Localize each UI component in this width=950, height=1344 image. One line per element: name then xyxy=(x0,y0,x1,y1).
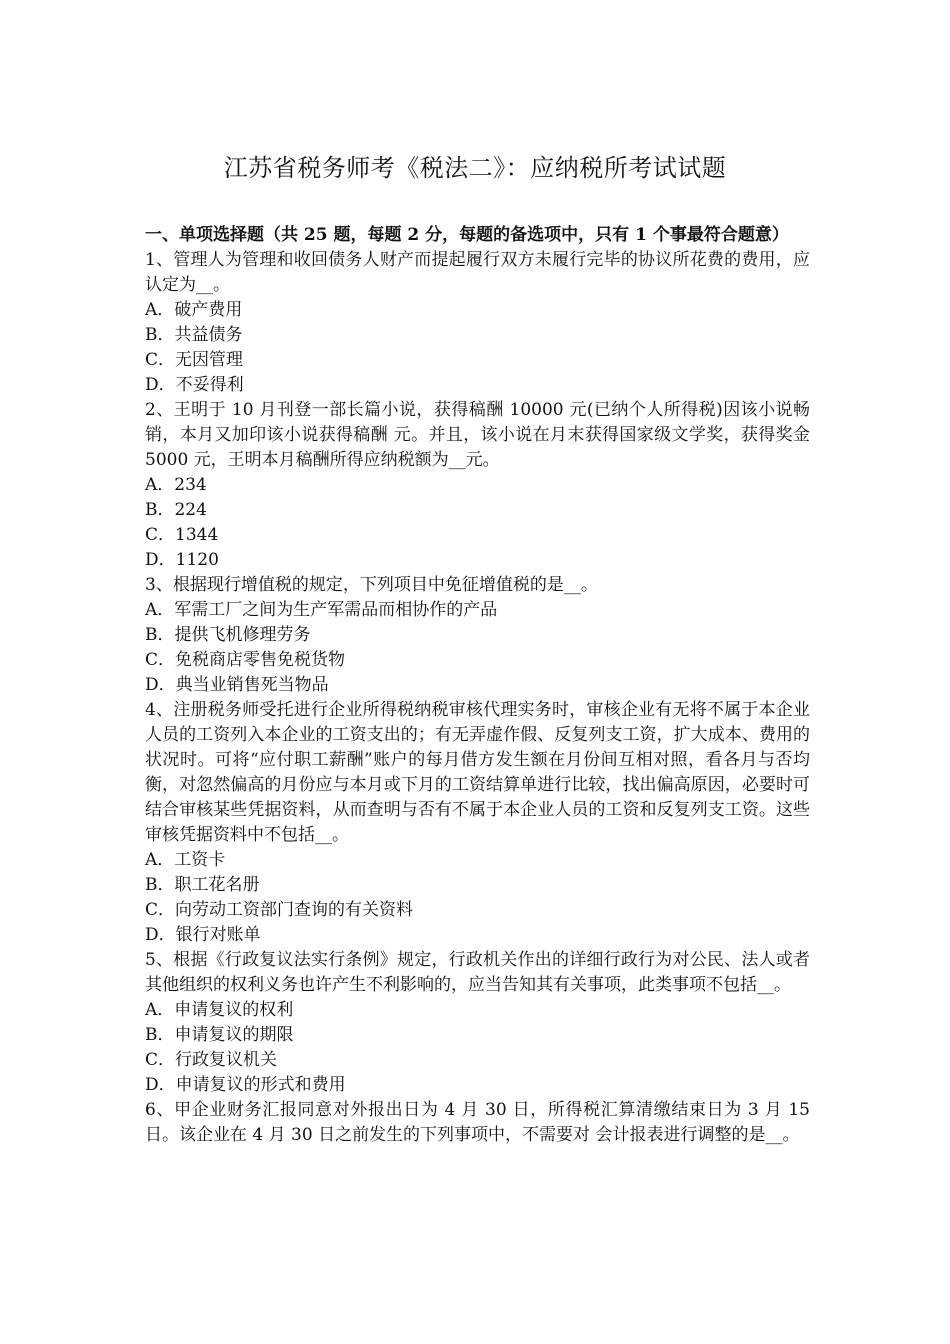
section-heading: 一、单项选择题（共 25 题，每题 2 分，每题的备选项中，只有 1 个事最符合题意） xyxy=(145,225,789,245)
question-stem: 3、根据现行增值税的规定，下列项目中免征增值税的是__。 xyxy=(145,575,598,595)
option-a: A．军需工厂之间为生产军需品而相协作的产品 xyxy=(145,600,498,620)
option-d: D．不妥得利 xyxy=(145,375,244,395)
question-4 xyxy=(145,698,810,948)
option-d: D．申请复议的形式和费用 xyxy=(145,1075,346,1095)
question-5 xyxy=(145,948,810,1098)
option-a: A．234 xyxy=(145,475,207,495)
question-1 xyxy=(145,248,810,398)
option-b: B．224 xyxy=(145,500,207,520)
option-c: C．免税商店零售免税货物 xyxy=(145,650,346,670)
option-d: D．1120 xyxy=(145,550,219,570)
option-b: B．提供飞机修理劳务 xyxy=(145,625,311,645)
question-stem: 2、王明于 10 月刊登一部长篇小说，获得稿酬 10000 元(已纳个人所得税)因该小说畅销，本月又加印该小说获得稿酬 元。并且，该小说在月末获得国家级文学奖，获得奖金 5000 元，王明本月稿酬所得应纳税额为__元。 xyxy=(145,400,810,470)
question-stem: 4、注册税务师受托进行企业所得税纳税审核代理实务时，审核企业有无将不属于本企业人员的工资列入本企业的工资支出的；有无弄虚作假、反复列支工资，扩大成本、费用的状况时。可将“应付职工薪酬”账户的每月借方发生额在月份间互相对照，看各月与否均衡，对忽然偏高的月份应与本月或下月的工资结算单进行比较，找出偏高原因，必要时可结合审核某些凭据资料，从而查明与否有不属于本企业人员的工资和反复列支工资。这些审核凭据资料中不包括__。 xyxy=(145,700,810,845)
question-stem: 6、甲企业财务汇报同意对外报出日为 4 月 30 日，所得税汇算清缴结束日为 3 月 15 日。该企业在 4 月 30 日之前发生的下列事项中，不需要对 会计报表进行调整的是__。 xyxy=(145,1100,810,1145)
question-3 xyxy=(145,573,810,698)
option-b: B．职工花名册 xyxy=(145,875,260,895)
question-2 xyxy=(145,398,810,573)
question-stem: 5、根据《行政复议法实行条例》规定，行政机关作出的详细行政行为对公民、法人或者其他组织的权利义务也许产生不利影响的，应当告知其有关事项，此类事项不包括__。 xyxy=(145,950,810,995)
option-c: C．无因管理 xyxy=(145,350,244,370)
option-d: D．银行对账单 xyxy=(145,925,261,945)
question-6 xyxy=(145,1098,810,1148)
document-body xyxy=(145,223,810,1148)
option-c: C．向劳动工资部门查询的有关资料 xyxy=(145,900,414,920)
option-c: C．1344 xyxy=(145,525,219,545)
option-c: C．行政复议机关 xyxy=(145,1050,278,1070)
option-a: A．工资卡 xyxy=(145,850,226,870)
document-title: 江苏省税务师考《税法二》：应纳税所考试试题 xyxy=(223,154,727,182)
option-b: B．共益债务 xyxy=(145,325,243,345)
option-a: A．破产费用 xyxy=(145,300,243,320)
option-b: B．申请复议的期限 xyxy=(145,1025,294,1045)
option-a: A．申请复议的权利 xyxy=(145,1000,294,1020)
question-stem: 1、管理人为管理和收回债务人财产而提起履行双方未履行完毕的协议所花费的费用，应认定为__。 xyxy=(145,250,810,295)
option-d: D．典当业销售死当物品 xyxy=(145,675,329,695)
